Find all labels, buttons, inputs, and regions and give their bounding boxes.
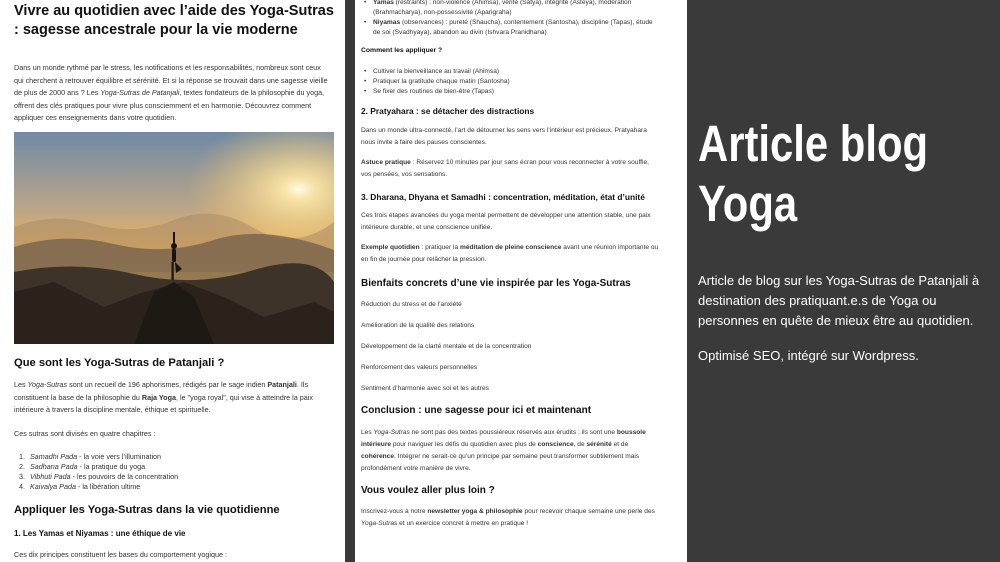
chapter-item: 3. Vibhuti Pada - les pouvoirs de la concentration: [19, 472, 179, 481]
chapters-intro: Ces sutras sont divisés en quatre chapitres :: [14, 429, 156, 438]
subsection-heading-yamas: 1. Les Yamas et Niyamas : une éthique de vie: [14, 529, 186, 538]
benefit-item: Amélioration de la qualité des relations: [361, 322, 475, 329]
benefit-item: Sentiment d’harmonie avec soi et les autres: [361, 385, 489, 392]
panel-seo-note: Optimisé SEO, intégré sur Wordpress.: [698, 348, 919, 363]
list-item: • Cultiver la bienveillance au travail (Ahimsa): [361, 67, 661, 77]
chapters-list: [19, 452, 178, 492]
list-item: • Niyamas (observances) : pureté (Shaucha), contentement (Santosha), discipline (Tapas), étude de soi (Svadhyaya), abandon au divin (Ishvara Pranidhana): [361, 18, 661, 38]
benefit-item: Réduction du stress et de l’anxiété: [361, 301, 462, 308]
newsletter-paragraph: Inscrivez-vous à notre newsletter yoga & philosophie pour recevoir chaque semaine une perle des Yoga-Sutras et un exercice concret à mettre en pratique !: [361, 508, 655, 527]
project-description-panel: [689, 0, 1000, 562]
benefits-heading: Bienfaits concrets d’une vie inspirée par les Yoga-Sutras: [361, 278, 631, 289]
section-paragraph: Les Yoga-Sutras sont un recueil de 196 aphorismes, rédigés par le sage indien Patanjali. Ils constituent la base de la philosophie du Raja Yoga, le "yoga royal", qui vise à atteindre la paix intérieure à travers la discipline mentale, éthique et spirituelle.: [14, 380, 313, 414]
section-heading-apply: Appliquer les Yoga-Sutras dans la vie quotidienne: [14, 504, 280, 516]
yamas-niyamas-list: [361, 0, 661, 38]
panel-title-line2: Yoga: [698, 175, 798, 232]
conclusion-heading: Conclusion : une sagesse pour ici et maintenant: [361, 405, 592, 416]
blog-page-middle: [355, 0, 687, 562]
chapter-item: 1. Samadhi Pada - la voie vers l’illumination: [19, 452, 162, 461]
panel-title: [698, 114, 944, 234]
list-item: • Yamas (restraints) : non-violence (Ahimsa), vérité (Satya), intégrité (Asteya), modération (Brahmacharya), non-possessivité (Aparigraha): [361, 0, 661, 18]
how-to-apply-list: [361, 67, 661, 97]
panel-description: Article de blog sur les Yoga-Sutras de Patanjali à destination des pratiquant.e.s de Yoga ou personnes en quête de mieux être au quotidien.: [698, 273, 980, 328]
list-item: • Se fixer des routines de bien-être (Tapas): [361, 87, 661, 97]
how-to-apply-heading: Comment les appliquer ?: [361, 47, 443, 54]
pratyahara-paragraph: Dans un monde ultra-connecté, l’art de détourner les sens vers l’intérieur est précieux. Pratyahara nous invite à faire des pauses conscientes.: [361, 127, 647, 146]
chapter-item: 4. Kaivalya Pada - la libération ultime: [19, 482, 141, 491]
list-item: • Pratiquer la gratitude chaque matin (Santosha): [361, 77, 661, 87]
dharana-heading: 3. Dharana, Dhyana et Samadhi : concentration, méditation, état d’unité: [361, 192, 645, 202]
exemple-paragraph: Exemple quotidien : pratiquer la méditation de pleine conscience avant une réunion importante ou en fin de journée pour relâcher la pression.: [361, 244, 659, 263]
panel-title-line1: Article blog: [698, 115, 929, 172]
astuce-paragraph: Astuce pratique : Réservez 10 minutes par jour sans écran pour vous reconnecter à votre souffle, vos pensées, vos sensations.: [361, 159, 649, 178]
subsection-paragraph: Ces dix principes constituent les bases du comportement yogique :: [14, 550, 227, 559]
more-heading: Vous voulez aller plus loin ?: [361, 485, 495, 496]
dharana-paragraph: Ces trois étapes avancées du yoga mental permettent de développer une attention stable, une paix intérieure durable, et une conscience unifiée.: [361, 212, 651, 231]
pratyahara-heading: 2. Pratyahara : se détacher des distractions: [361, 106, 535, 116]
yoga-sunset-photo: [14, 132, 334, 344]
blog-page-left: [0, 0, 345, 562]
benefit-item: Renforcement des valeurs personnelles: [361, 364, 478, 371]
article-intro: Dans un monde rythmé par le stress, les notifications et les responsabilités, nombreux sont ceux qui cherchent à retrouver équilibre et sérénité. Et si la réponse se trouvait dans une sagesse vieille de plus de 2000 ans ? Les Yoga-Sutras de Patanjali, textes fondateurs de la philosophie du yoga, offrent des clés pratiques pour vivre plus consciemment et en harmonie. Découvrez comment appliquer ces enseignements dans votre quotidien.: [14, 63, 328, 122]
conclusion-paragraph: Les Yoga-Sutras ne sont pas des textes poussiéreux réservés aux érudits : ils sont une boussole intérieure pour naviguer les défis du quotidien avec plus de conscience, de sérénité et de cohérence. Intégrer ne serait-ce qu’un principe par semaine peut transformer subtilement mais profondément votre manière de vivre.: [361, 429, 646, 472]
article-title: Vivre au quotidien avec l’aide des Yoga-Sutras : sagesse ancestrale pour la vie moderne: [14, 3, 334, 38]
benefit-item: Développement de la clarté mentale et de la concentration: [361, 343, 532, 350]
section-heading-what-are: Que sont les Yoga-Sutras de Patanjali ?: [14, 357, 225, 369]
chapter-item: 2. Sadhana Pada - la pratique du yoga: [19, 462, 146, 471]
